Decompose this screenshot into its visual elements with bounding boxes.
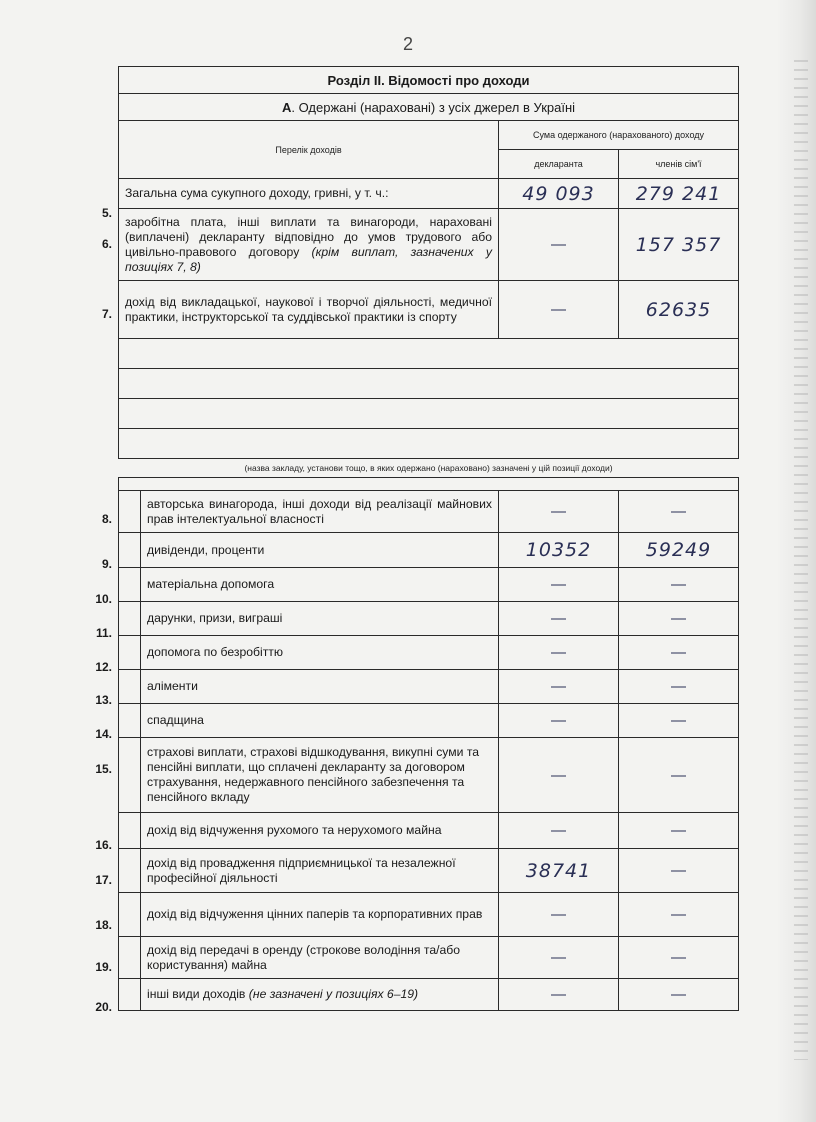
row-description: матеріальна допомога xyxy=(141,568,499,602)
declarant-amount: — xyxy=(499,491,619,533)
table-row xyxy=(119,179,739,209)
row-number: 15. xyxy=(95,762,112,776)
family-amount: 157 357 xyxy=(619,209,739,281)
row-description: дохід від передачі в оренду (строкове володіння та/або користування) майна xyxy=(141,937,499,979)
table-row xyxy=(119,568,739,602)
institution-blank-cell xyxy=(119,339,739,369)
row-number-cell xyxy=(119,491,141,533)
table-row xyxy=(119,893,739,937)
row-description: дарунки, призи, виграші xyxy=(141,602,499,636)
row-description xyxy=(119,209,499,281)
declarant-amount: — xyxy=(499,281,619,339)
row-description: дохід від викладацької, наукової і творчої діяльності, медичної практики, інструкторської та суддівської практики із спорту xyxy=(119,281,499,339)
family-amount: — xyxy=(619,670,739,704)
row-description: страхові виплати, страхові відшкодування, викупні суми та пенсійні виплати, що сплачені декларанту за договором страхування, недержавного пенсійного забезпечення та пенсійного вкладу xyxy=(141,738,499,813)
row-description-text: інші види доходів xyxy=(147,987,246,1001)
declarant-amount: — xyxy=(499,979,619,1011)
row-number: 9. xyxy=(101,557,112,571)
table-row xyxy=(119,937,739,979)
family-amount: — xyxy=(619,491,739,533)
row-number: 17. xyxy=(95,873,112,887)
family-amount: 62635 xyxy=(619,281,739,339)
row-number: 6. xyxy=(101,237,112,251)
section-title-row xyxy=(119,67,739,94)
subsection-title-row xyxy=(119,94,739,121)
declarant-amount: 10352 xyxy=(499,533,619,568)
family-amount: — xyxy=(619,893,739,937)
header-amount: Сума одержаного (нарахованого) доходу xyxy=(499,121,739,150)
row-number: 12. xyxy=(95,660,112,674)
table-row xyxy=(119,979,739,1011)
binder-holes xyxy=(794,60,808,1060)
row-number: 19. xyxy=(95,960,112,974)
table-row xyxy=(119,670,739,704)
row-number-cell xyxy=(119,533,141,568)
row-description: аліменти xyxy=(141,670,499,704)
table-row xyxy=(119,281,739,339)
row-description-note: (не зазначені у позиціях 6–19) xyxy=(245,987,419,1001)
spacer-row xyxy=(119,478,739,491)
table-row xyxy=(119,704,739,738)
family-amount: — xyxy=(619,568,739,602)
row-number-cell xyxy=(119,893,141,937)
header-family: членів сім'ї xyxy=(619,150,739,179)
row-description: авторська винагорода, інші доходи від реалізації майнових прав інтелектуальної власності xyxy=(141,491,499,533)
section-title: Розділ ІІ. Відомості про доходи xyxy=(119,67,739,94)
family-amount: — xyxy=(619,979,739,1011)
page-number: 2 xyxy=(402,34,413,54)
row-description: дохід від відчуження рухомого та нерухомого майна xyxy=(141,813,499,849)
declarant-amount: — xyxy=(499,602,619,636)
row-number-cell xyxy=(119,738,141,813)
header-income-list: Перелік доходів xyxy=(119,121,499,179)
subsection-title xyxy=(119,94,739,121)
declarant-amount: 38741 xyxy=(499,849,619,893)
table-row xyxy=(119,602,739,636)
row-number-cell xyxy=(119,704,141,738)
row-description-text: заробітна плата, інші виплати та винагороди, нараховані (виплачені) декларанту відповідно до умов трудового або цивільно-правового договору xyxy=(125,214,492,259)
subsection-letter: А xyxy=(281,99,292,115)
row-description: Загальна сума сукупного доходу, гривні, у т. ч.: xyxy=(119,179,499,209)
declarant-amount: — xyxy=(499,937,619,979)
row-description xyxy=(141,979,499,1011)
table-row xyxy=(119,813,739,849)
row-number-cell xyxy=(119,636,141,670)
table-row xyxy=(119,209,739,281)
declarant-amount: — xyxy=(499,209,619,281)
row-number-cell xyxy=(119,979,141,1011)
declarant-amount: — xyxy=(499,893,619,937)
row-description: дохід від провадження підприємницької та незалежної професійної діяльності xyxy=(141,849,499,893)
row-number: 20. xyxy=(95,1000,112,1014)
institution-blank-row xyxy=(119,339,739,369)
row-number: 8. xyxy=(101,512,112,526)
institution-blank-cell xyxy=(119,399,739,429)
row-description: спадщина xyxy=(141,704,499,738)
row-number-cell xyxy=(119,937,141,979)
family-amount: — xyxy=(619,636,739,670)
institution-caption: (назва закладу, установи тощо, в яких одержано (нараховано) зазначені у цій позиції доходи) xyxy=(119,459,739,478)
declarant-amount: — xyxy=(499,704,619,738)
row-number-cell xyxy=(119,670,141,704)
family-amount: 279 241 xyxy=(619,179,739,209)
row-number-cell xyxy=(119,602,141,636)
row-number: 5. xyxy=(101,206,112,220)
table-row xyxy=(119,849,739,893)
declarant-amount: — xyxy=(499,738,619,813)
institution-caption-row xyxy=(119,459,739,478)
institution-blank-row xyxy=(119,429,739,459)
family-amount: — xyxy=(619,704,739,738)
row-description: дохід від відчуження цінних паперів та корпоративних прав xyxy=(141,893,499,937)
row-number: 7. xyxy=(101,307,112,321)
institution-blank-cell xyxy=(119,369,739,399)
row-number-cell xyxy=(119,813,141,849)
table-row xyxy=(119,636,739,670)
declarant-amount: — xyxy=(499,636,619,670)
header-row-1 xyxy=(119,121,739,150)
institution-blank-row xyxy=(119,399,739,429)
row-number: 10. xyxy=(95,592,112,606)
row-number: 16. xyxy=(95,838,112,852)
family-amount: — xyxy=(619,937,739,979)
table-row xyxy=(119,491,739,533)
subsection-text: . Одержані (нараховані) з усіх джерел в Україні xyxy=(291,99,576,115)
family-amount: — xyxy=(619,849,739,893)
family-amount: — xyxy=(619,602,739,636)
table-row xyxy=(119,533,739,568)
row-description: дивіденди, проценти xyxy=(141,533,499,568)
spacer-cell xyxy=(119,478,739,491)
row-number: 11. xyxy=(95,626,112,640)
row-number-cell xyxy=(119,568,141,602)
declarant-amount: — xyxy=(499,813,619,849)
table-row xyxy=(119,738,739,813)
row-number: 18. xyxy=(95,918,112,932)
row-number-cell xyxy=(119,849,141,893)
row-number: 13. xyxy=(95,693,112,707)
header-declarant: декларанта xyxy=(499,150,619,179)
family-amount: — xyxy=(619,738,739,813)
family-amount: — xyxy=(619,813,739,849)
declarant-amount: — xyxy=(499,670,619,704)
institution-blank-cell xyxy=(119,429,739,459)
income-table xyxy=(118,66,739,1011)
row-description: допомога по безробіттю xyxy=(141,636,499,670)
declarant-amount: — xyxy=(499,568,619,602)
row-number: 14. xyxy=(95,727,112,741)
institution-blank-row xyxy=(119,369,739,399)
family-amount: 59249 xyxy=(619,533,739,568)
declarant-amount: 49 093 xyxy=(499,179,619,209)
row-description-note: (крім виплат, зазначених у позиціях 7, 8) xyxy=(125,244,492,274)
